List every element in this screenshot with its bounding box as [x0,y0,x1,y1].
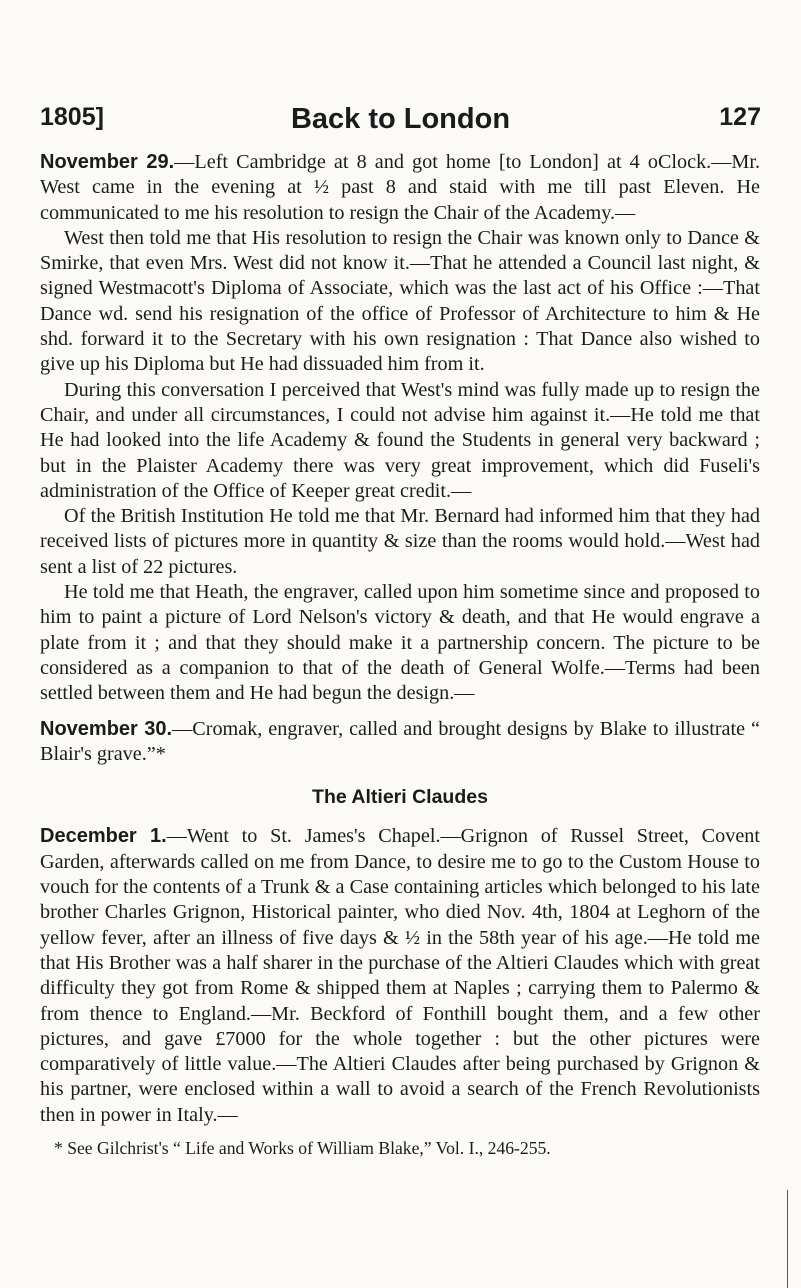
entry-dec-1 [40,824,760,1128]
entry-text: —Cromak, engraver, called and brought designs by Blake to illustrate “ Blair's grave.”* [40,717,760,765]
paragraph: Of the British Institution He told me that Mr. Bernard had informed him that they had received lists of pictures more in quantity & size than the rooms would hold.—West had sent a list of 22 pictures. [40,505,760,578]
header-title: Back to London [290,103,511,135]
entry-nov-29-para-1 [40,150,760,226]
header-year: 1805] [40,103,104,131]
margin-rule [787,1190,788,1288]
paragraph: He told me that Heath, the engraver, called upon him sometime since and proposed to him to paint a picture of Lord Nelson's victory & death, and that He would engrave a plate from it ; and that they should make it a partnership concern. The picture to be considered as a companion to that of the death of General Wolfe.—Terms had been settled between them and He had begun the design.— [40,581,760,705]
page-number: 127 [719,103,761,131]
running-header [40,103,761,137]
entry-text: —Left Cambridge at 8 and got home [to London] at 4 oClock.—Mr. West came in the evening at ½ past 8 and staid with me till past Eleven. He communicated to me his resolution to resign the Chair of the Academy.— [40,151,761,224]
page-body [40,150,760,1161]
footnote: * See Gilchrist's “ Life and Works of William Blake,” Vol. I., 246-255. [54,1137,551,1158]
paragraph: West then told me that His resolution to resign the Chair was known only to Dance & Smirke, that even Mrs. West did not know it.—That he attended a Council last night, & signed Westmacott's Diploma of Associate, which was the last act of his Office :—That Dance wd. send his resignation of the office of Professor of Architecture to him & He shd. forward it to the Secretary with his own resignation : That Dance also wished to give up his Diploma but He had dissuaded him from it. [40,226,760,376]
paragraph: During this conversation I perceived that West's mind was fully made up to resign the Chair, and under all circumstances, I could not advise him against it.—He told me that He had looked into the life Academy & found the Students in general very backward ; but in the Plaister Academy there was very great improvement, which did Fuseli's administration of the Office of Keeper great credit.— [40,378,760,502]
entry-date: November 29. [40,151,175,173]
entry-date: November 30. [40,717,173,740]
entry-text: —Went to St. James's Chapel.—Grignon of Russel Street, Covent Garden, afterwards called on me from Dance, to desire me to go to the Custom House to vouch for the contents of a Trunk & a Case containing articles which belonged to his late brother Charles Grignon, Historical painter, who died Nov. 4th, 1804 at Leghorn of the yellow fever, after an illness of five days & ½ in the 58th year of his age.—He told me that His Brother was a half sharer in the purchase of the Altieri Claudes which with great difficulty they got from Rome & shipped them at Naples ; carrying them to Palermo & from thence to England.—Mr. Beckford of Fonthill bought them, and a few other pictures, and gave £7000 for the whole together : but the other pictures were comparatively of little value.—The Altieri Claudes after being purchased by Grignon & his partner, were enclosed within a wall to avoid a search of the French Revolutionists then in power in Italy.— [40,825,760,1126]
entry-nov-30 [40,717,760,768]
entry-date: December 1. [40,825,167,848]
section-heading: The Altieri Claudes [312,786,488,809]
